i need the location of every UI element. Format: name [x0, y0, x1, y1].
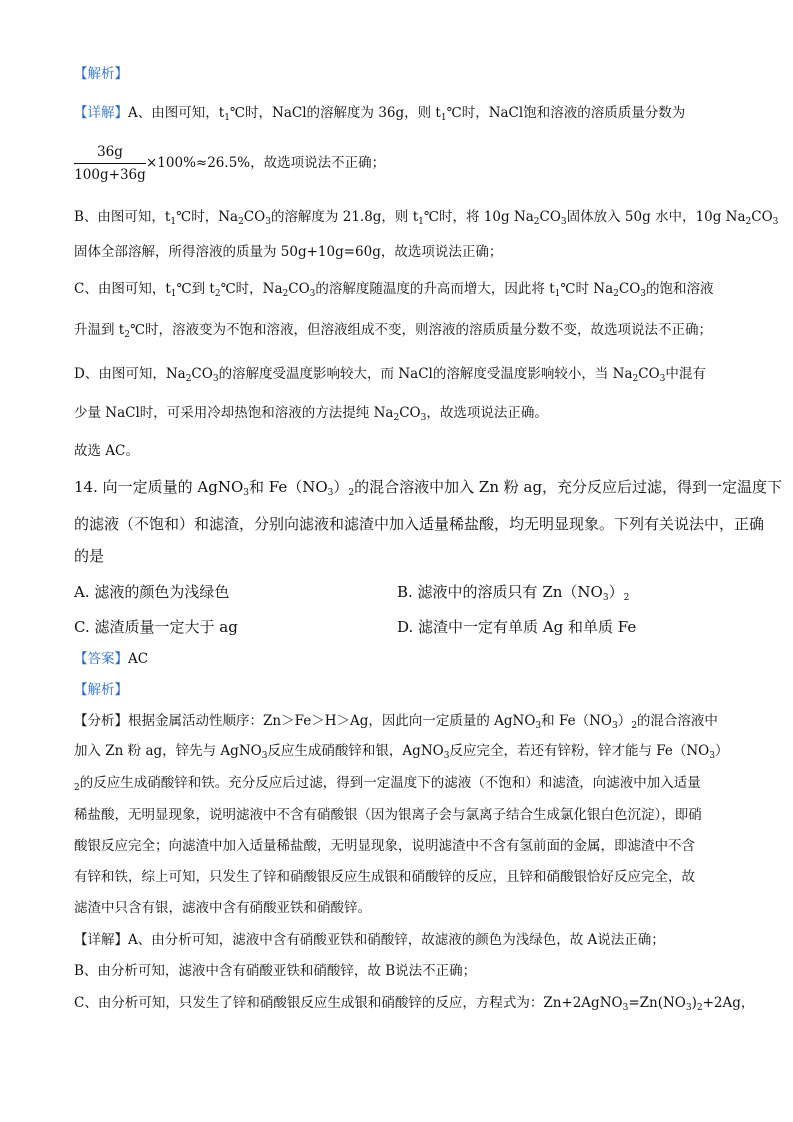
- s: 2: [745, 217, 752, 227]
- t: C、由图可知，t: [74, 281, 171, 297]
- t: 的溶解度为 21.8g，则 t: [270, 209, 419, 225]
- fraction-numerator: 36g: [97, 144, 123, 160]
- answer-line: [74, 649, 148, 669]
- t: 少量 NaCl时，可采用冷却热饱和溶液的方法提纯 Na: [74, 405, 394, 421]
- option-b-line1: [74, 207, 778, 227]
- t: 加入 Zn 粉 ag，锌先与 AgNO: [74, 743, 262, 759]
- s: 2: [696, 1003, 703, 1013]
- t: 的反应生成硝酸锌和铁。充分反应后过滤，得到一定温度下的滤液（不饱和）和滤渣，向滤液中加入适量: [79, 775, 701, 791]
- t: 的溶解度受温度影响较大，而 NaCl的溶解度受温度影响较小，当 Na: [218, 366, 633, 382]
- s: 2: [533, 217, 540, 227]
- option-b-line2: 固体全部溶解，所得溶液的质量为 50g+10g=60g，故选项说法正确；: [74, 244, 503, 260]
- analysis-tag: 【分析】: [74, 713, 128, 729]
- t: 的混合溶液中: [636, 713, 718, 729]
- detail-a-line: [74, 103, 685, 123]
- s: 1: [554, 289, 561, 299]
- t: 的混合溶液中加入 Zn 粉 ag，充分反应后过滤，得到一定温度下: [354, 478, 783, 496]
- s: 3: [611, 721, 618, 731]
- answer-value: AC: [128, 651, 149, 667]
- s: 3: [261, 751, 268, 761]
- t: ）: [617, 713, 632, 729]
- t: CO: [288, 281, 310, 297]
- s: 2: [238, 217, 244, 227]
- sub: 1: [224, 113, 230, 123]
- s: 3: [535, 721, 542, 731]
- detail-line-b: B、由分析可知，滤液中含有硝酸亚铁和硝酸锌，故 B说法不正确；: [74, 963, 477, 979]
- s: 2: [185, 374, 192, 384]
- t: ）: [714, 743, 729, 759]
- question14-line1: [74, 477, 782, 497]
- t: ）: [333, 478, 349, 496]
- text: A、由图可知，t: [128, 105, 225, 121]
- s: 1: [418, 217, 424, 227]
- option-a: A. 滤液的颜色为浅绿色: [74, 583, 230, 601]
- fraction-tail: ×100%≈26.5%，故选项说法不正确；: [146, 155, 386, 171]
- s: 2: [393, 413, 400, 423]
- t: 反应生成硝酸锌和银，AgNO: [267, 743, 444, 759]
- t: ℃时，将 10g Na: [423, 209, 534, 225]
- t: 的饱和溶液: [646, 281, 714, 297]
- s: 2: [623, 593, 630, 603]
- s: 3: [243, 488, 249, 498]
- option-c-line1: [74, 279, 714, 299]
- text: ℃时，NaCl饱和溶液的溶质质量分数为: [446, 105, 686, 121]
- t: CO: [191, 366, 213, 382]
- t: 的溶解度随温度的升高而增大，因此将 t: [315, 281, 555, 297]
- jiexi-label: 【解析】: [74, 66, 128, 82]
- s: 3: [622, 1003, 629, 1013]
- s: 3: [420, 413, 427, 423]
- t: =Zn(NO: [628, 995, 686, 1011]
- s: 2: [348, 488, 355, 498]
- option-c: C. 滤渣质量一定大于 ag: [74, 618, 238, 636]
- s: 1: [170, 289, 177, 299]
- analysis-line2: [74, 741, 728, 761]
- s: 3: [443, 751, 450, 761]
- analysis-line6: 有锌和铁，综上可知，只发生了锌和硝酸银反应生成银和硝酸锌的反应，且锌和硝酸银恰好反应完全，故: [74, 869, 695, 885]
- s: 3: [309, 289, 316, 299]
- t: ℃时 Na: [560, 281, 614, 297]
- s: 3: [709, 751, 715, 761]
- detail-tag: 【详解】: [74, 105, 128, 121]
- s: 3: [602, 593, 609, 603]
- t: CO: [539, 209, 561, 225]
- t: 和 Fe（NO: [541, 713, 612, 729]
- t: B. 滤液中的溶质只有 Zn（NO: [397, 583, 603, 601]
- t: ℃时，溶液变为不饱和溶液，但溶液组成不变，则溶液的溶质质量分数不变，故选项说法不正确；: [129, 322, 713, 338]
- analysis-line1: [74, 711, 718, 731]
- t: A、由分析可知，滤液中含有硝酸亚铁和硝酸锌，故滤液的颜色为浅绿色，故 A说法正确；: [128, 932, 665, 948]
- detail-line-c: [74, 993, 754, 1013]
- t: CO: [243, 209, 266, 225]
- s: 2: [282, 289, 289, 299]
- t: ）: [608, 583, 624, 601]
- t: ℃到 t: [176, 281, 215, 297]
- option-d: D. 滤渣中一定有单质 Ag 和单质 Fe: [397, 618, 637, 636]
- s: 3: [212, 374, 219, 384]
- t: 固体放入 50g 水中，10g Na: [566, 209, 746, 225]
- s: 2: [613, 289, 619, 299]
- s: 3: [560, 217, 567, 227]
- s: 2: [74, 783, 80, 793]
- s: 3: [659, 374, 666, 384]
- s: 3: [772, 217, 779, 227]
- t: 根据金属活动性顺序：Zn＞Fe＞H＞Ag，因此向一定质量的 AgNO: [128, 713, 536, 729]
- question14-line2: 的滤液（不饱和）和滤渣，分别向滤液和滤渣中加入适量稀盐酸，均无明显现象。下列有关说法中，正确: [74, 515, 765, 533]
- t: ℃时，Na: [220, 281, 283, 297]
- s: 2: [632, 374, 639, 384]
- t: +2Ag，: [702, 995, 755, 1011]
- t: ℃时，Na: [176, 209, 239, 225]
- t: ): [691, 995, 697, 1011]
- t: 14. 向一定质量的 AgNO: [74, 478, 244, 496]
- t: 反应完全，若还有锌粉，锌才能与 Fe（NO: [449, 743, 710, 759]
- fraction-denominator: 100g+36g: [74, 167, 146, 183]
- fraction: [74, 142, 146, 185]
- s: 1: [170, 217, 177, 227]
- detail-tag-2: 【详解】: [74, 932, 128, 948]
- analysis-line4: 稀盐酸，无明显现象，说明滤液中不含有硝酸银（因为银离子会与氯离子结合生成氯化银白色沉淀），即硝: [74, 807, 702, 823]
- question14-line3: 的是: [74, 547, 105, 565]
- s: 3: [640, 289, 646, 299]
- t: 升温到 t: [74, 322, 125, 338]
- t: D、由图可知，Na: [74, 366, 186, 382]
- option-c-line2: [74, 320, 712, 340]
- fraction-bar: [74, 163, 146, 164]
- sub: 1: [440, 113, 447, 123]
- t: CO: [751, 209, 773, 225]
- detail-line-a: [74, 930, 665, 950]
- answer-label: 【答案】: [74, 651, 128, 667]
- t: ，故选项说法正确。: [426, 405, 548, 421]
- option-d-line1: [74, 364, 706, 384]
- t: CO: [399, 405, 421, 421]
- t: 和 Fe（NO: [248, 478, 328, 496]
- conclusion: 故选 AC。: [74, 443, 139, 459]
- s: 2: [214, 289, 221, 299]
- analysis-line3: [74, 773, 701, 793]
- s: 2: [631, 721, 637, 731]
- s: 3: [327, 488, 334, 498]
- s: 3: [265, 217, 271, 227]
- t: 中混有: [665, 366, 706, 382]
- s: 2: [124, 330, 130, 340]
- t: C、由分析可知，只发生了锌和硝酸银反应生成银和硝酸锌的反应，方程式为：Zn+2AgNO: [74, 995, 623, 1011]
- text: ℃时，NaCl的溶解度为 36g，则 t: [229, 105, 441, 121]
- option-d-line2: [74, 403, 548, 423]
- option-b: [397, 582, 629, 602]
- analysis-line7: 滤渣中只含有银，滤液中含有硝酸亚铁和硝酸锌。: [74, 900, 371, 916]
- t: CO: [618, 281, 641, 297]
- jiexi-label-2: 【解析】: [74, 682, 128, 698]
- analysis-line5: 酸银反应完全；向滤渣中加入适量稀盐酸，无明显现象，说明滤渣中不含有氢前面的金属，即滤渣中不含: [74, 838, 695, 854]
- t: CO: [638, 366, 660, 382]
- t: B、由图可知，t: [74, 209, 171, 225]
- s: 3: [685, 1003, 692, 1013]
